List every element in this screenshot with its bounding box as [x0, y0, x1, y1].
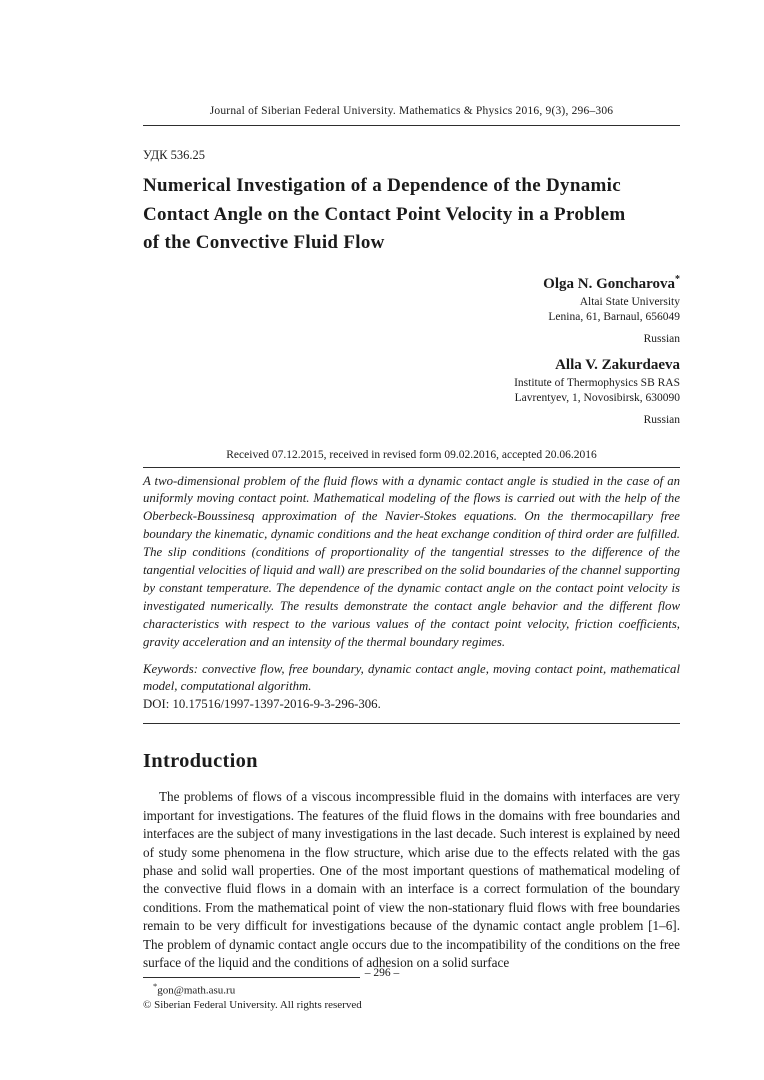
- footnote-marker: *: [153, 981, 158, 992]
- author-affiliation-line: Lenina, 61, Barnaul, 656049: [548, 310, 680, 323]
- paper-title: [143, 172, 680, 258]
- keywords-text: Keywords: convective flow, free boundary, dynamic contact angle, moving contact point, mathematical model, computational algorithm.: [143, 661, 680, 694]
- author-block: [143, 271, 680, 347]
- paper-title-line-2: Contact Angle on the Contact Point Velocity in a Problem: [143, 203, 626, 225]
- author-affiliation-line: Lavrentyev, 1, Novosibirsk, 630090: [514, 391, 680, 404]
- introduction-paragraph: The problems of flows of a viscous incompressible fluid in the domains with interfaces are very important for investigations. The features of the fluid flows in the domains with free boundaries and interfaces are the subject of many investigations in the last decade. Such interest is explained by need of study some phenomena in the flow structure, which arise due to the effects related with the gas phase and solid wall properties. One of the most important questions of mathematical modeling of the convective fluid flows in a domain with an interface is a correct formulation of the boundary conditions. From the mathematical point of view the non-stationary fluid flows with free boundaries remain to be very difficult for investigations because of the dynamic contact angle problem [1–6]. The problem of dynamic contact angle occurs due to the incompatibility of the conditions on the free surface of the liquid and the conditions of adhesion on a solid surface: [143, 789, 680, 970]
- journal-header: Journal of Siberian Federal University. Mathematics & Physics 2016, 9(3), 296–306: [143, 104, 680, 126]
- author-country: Russian: [643, 332, 680, 345]
- abstract-block: [143, 473, 680, 725]
- section-heading-introduction: Introduction: [143, 750, 258, 773]
- udk-code: УДК 536.25: [143, 148, 205, 162]
- author-section: [143, 271, 680, 428]
- author-country: Russian: [643, 413, 680, 426]
- author-name: [143, 356, 680, 374]
- author-name-text: Olga N. Goncharova: [543, 275, 675, 292]
- footnote-section: [143, 977, 680, 1012]
- paper-title-line-3: of the Convective Fluid Flow: [143, 232, 385, 253]
- doi-text: DOI: 10.17516/1997-1397-2016-9-3-296-306.: [143, 697, 381, 712]
- author-name: [143, 271, 680, 293]
- paper-title-line-1: Numerical Investigation of a Dependence of the Dynamic: [143, 175, 621, 196]
- footnote-copyright: © Siberian Federal University. All rights reserved: [143, 998, 362, 1011]
- author-affiliation-line: Altai State University: [579, 295, 680, 308]
- footnote-email-text: gon@math.asu.ru: [157, 985, 236, 997]
- author-name-text: Alla V. Zakurdaeva: [555, 356, 680, 373]
- footnote-email: [143, 980, 680, 998]
- received-dates-line: Received 07.12.2015, received in revised form 09.02.2016, accepted 20.06.2016: [143, 448, 680, 468]
- author-affiliation-line: Institute of Thermophysics SB RAS: [514, 376, 680, 389]
- author-block: [143, 356, 680, 428]
- page-number: – 296 –: [364, 967, 400, 979]
- author-footnote-marker: *: [675, 273, 680, 285]
- abstract-text: A two-dimensional problem of the fluid flows with a dynamic contact angle is studied in the case of an uniformly moving contact point. Mathematical modeling of the flows is carried out with the help of the Oberbeck-Boussinesq approximation of the Navier-Stokes equations. On the thermocapillary free boundary the kinematic, dynamic conditions and the heat exchange condition of third order are fulfilled. The slip conditions (conditions of proportionality of the tangential stresses to the difference of the tangential velocities of liquid and wall) are prescribed on the solid boundaries of the channel supporting by constant temperature. The dependence of the dynamic contact angle on the contact point velocity is investigated numerically. The results demonstrate the contact angle behavior and the different flow characteristics with respect to the various values of the contact point velocity, friction coefficients, gravity acceleration and an intensity of the thermal boundary regimes.: [143, 473, 680, 649]
- page-content: [143, 0, 680, 1012]
